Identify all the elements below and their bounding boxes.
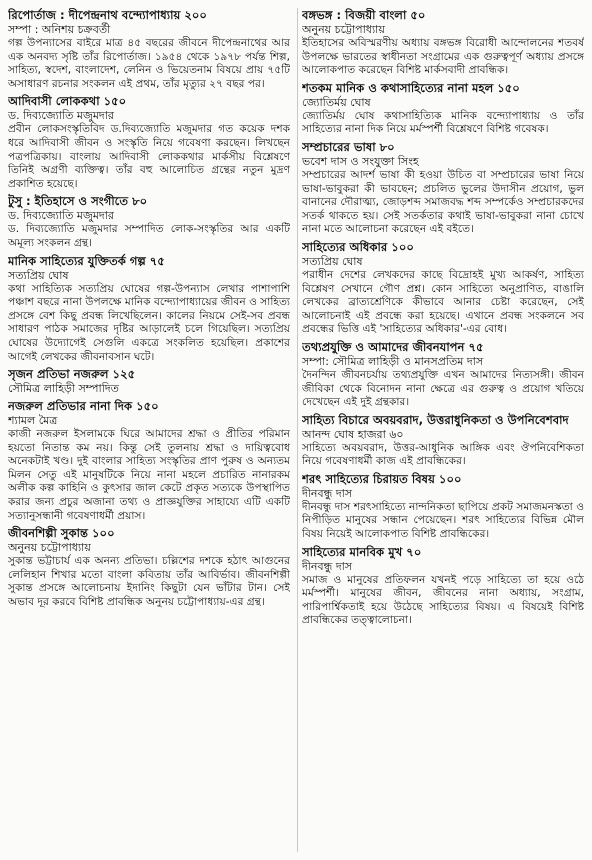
book-description: সমাজ ও মানুষের প্রতিফলন যখনই পড়ে সাহিত্যে তা হয়ে ওঠে মর্মস্পর্শী। মানুষের জীবন, জীবনের নানা অধ্যায়, সংগ্রাম, পারিপার্শ্বিকতাই হয়ে উঠেছে সাহিত্যের বিষয়। এ বিষয়েই বিশিষ্ট প্রাবন্ধিকের তত্ত্বালোচনা।: [302, 573, 584, 627]
book-author: অনুনয় চট্টোপাধ্যায়: [302, 23, 385, 36]
right-column: [302, 8, 584, 854]
book-title: সাহিত্য বিচারে অবয়বরাদ, উত্তরাধুনিকতা ও উপনিবেশবাদ: [302, 412, 569, 427]
book-description: ড. দিব্যজ্যোতি মজুমদার সম্পাদিত লোক-সংস্কৃতির আর একটি অমূল্য সংকলন গ্রন্থ।: [8, 223, 290, 249]
book-entry: [302, 140, 584, 237]
book-entry: [302, 413, 584, 469]
book-title: সৃজন প্রতিভা নজরুল ১২৫: [8, 367, 136, 382]
book-description: কথা সাহিত্যিক সত্যপ্রিয় ঘোষের গল্প-উপন্যাস লেখার পাশাপাশি পঞ্চাশ বছরে নানা উপলক্ষে মানিক বন্দ্যোপাধ্যায়ের জীবন ও সাহিত্য প্রসঙ্গে বেশ কিছু প্রবন্ধ লিখেছিলেন। কালের নিয়মে সেই-সব প্রবন্ধ সাধারণ পাঠক সমাজের দৃষ্টির আড়ালেই চলে গিয়েছিল। সত্যপ্রিয় ঘোষের উদ্যোগেই সেগুলি একত্রে সংকলিত হয়েছিল। প্রকাশের আগেই লেখকের জীবনাবসান ঘটে।: [8, 282, 290, 363]
book-description: গল্প উপন্যাসের বাইরে মাত্র ৪৫ বছরের জীবনে দীপেন্দ্রনাথের আর এক অনবদ্য সৃষ্টি তাঁর রিপোর্তাজ। ১৯৫৪ থেকে ১৯৭৮ পর্যন্ত শিল্প, সাহিত্য, স্বদেশ, বাংলাদেশ, লেনিন ও ভিয়েতনাম বিষয়ে প্রায় ৭৫টি অসাধারণ রচনার সংকলন এই প্রথম, তাঁর মৃত্যুর ২৭ বছর পর।: [8, 37, 290, 90]
book-title: বঙ্গভঙ্গ : বিজয়ী বাংলা ৫০: [302, 8, 426, 22]
book-entry: [302, 8, 584, 78]
book-entry: [8, 399, 290, 523]
book-title: আদিবাসী লোককথা ১৫০: [8, 94, 127, 109]
book-entry: [302, 340, 584, 410]
book-title: নজরুল প্রতিভার নানা দিক ১৫০: [8, 399, 159, 414]
book-entry: [8, 254, 290, 365]
book-author: দীনবন্ধু দাস: [302, 559, 353, 573]
book-title: শরৎ সাহিত্যের চিরায়ত বিষয় ১০০: [302, 471, 462, 486]
book-description: সম্প্রচারের আদর্শ ভাষা কী হওয়া উচিত বা সম্প্রচারের ভাষা নিয়ে ভাষা-ভাবুকরা কী ভাবছেন; প্রচলিত ভুলের উদাসীন প্রয়োগ, ভুল বানানের দৌরাত্ম্য, জোড়শব্দ সমাজবদ্ধ শব্দ সম্পর্কেও সম্প্রচারকদের সতর্ক থাকতে হয়। সেই সতর্কতার কথাই ভাষা-ভাবুকরা নানা চোখে নানা মতে আলোচনা করেছেন এই বইতে।: [302, 168, 584, 236]
book-description: ইতিহাসের অবিস্মরণীয় অধ্যায় বঙ্গভঙ্গ বিরোধী আন্দোলনের শতবর্ষ উপলক্ষে ভারতের স্বাধীনতা সংগ্রামের এক গুরুত্বপূর্ণ অধ্যায় প্রসঙ্গে আলোকপাত করেছেন বিশিষ্ট মার্কসবাদী প্রাবন্ধিক।: [302, 37, 584, 77]
book-author: আনন্দ ঘোষ হাজরা ৬০: [302, 427, 404, 441]
book-entry: [8, 94, 290, 191]
book-entry: [8, 194, 290, 250]
book-author: সত্যপ্রিয় ঘোষ: [8, 268, 69, 282]
book-title: রিপোর্তাজ : দীপেন্দ্রনাথ বন্দ্যোপাধ্যায় ২০০: [8, 8, 207, 22]
book-entry: [8, 367, 290, 396]
book-author: ড. দিব্যজ্যোতি মজুমদার: [8, 209, 114, 223]
book-title: সাহিত্যের মানবিক মুখ ৭০: [302, 544, 422, 559]
book-entry: [302, 81, 584, 137]
book-author: জ্যোতির্ময় ঘোষ: [302, 95, 371, 109]
book-title: মানিক সাহিত্যের যুক্তিতর্ক গল্প ৭৫: [8, 253, 165, 268]
book-author: ড. দিব্যজ্যোতি মজুমদার: [8, 109, 114, 123]
book-description: কাজী নজরুল ইসলামকে ঘিরে আমাদের শ্রদ্ধা ও প্রীতির পরিমান হয়তো নিতান্ত কম নয়। কিন্তু সেই তুলনায় শ্রদ্ধা ও দায়িত্ববোধ অনেকটাই খণ্ড। দুই বাংলার সাহিত্য সংস্কৃতির প্রাণ পুরুষ ও অন্যতম মিলন সেতু এই মানুষটিকে নিয়ে নানা মহলে প্রচারিত নানারকম অলীক কল্প কাহিনি ও কুৎসার জাল কেটে প্রকৃত সত্যকে উপস্থাপিত করার জন্য প্রচুর অজানা তথ্য ও প্রাজ্ঞযুক্তির সাহায্যে এটি একটি সত্যানুসন্ধানী গবেষণাধর্মী প্রয়াস।: [8, 428, 290, 522]
book-author: সম্পা: সৌমিত্র লাহিড়ী ও মানসপ্রতিম দাস: [302, 354, 484, 368]
book-entry: [8, 526, 290, 609]
book-description: দৈনন্দিন জীবনচর্যায় তথ্যপ্রযুক্তি এখন আমাদের নিত্যসঙ্গী। জীবন জীবিকা থেকে বিনোদন নানা ক্ষেত্রে এর গুরুত্ব ও প্রয়োগ খতিয়ে দেখেছেন এই দুই গ্রন্থকার।: [302, 368, 584, 409]
book-author: সম্পা : অনিশয় চক্রবর্তী: [8, 23, 111, 36]
book-description: সুকান্ত ভট্টাচার্য এক অনন্য প্রতিভা। চল্লিশের দশকে হঠাৎ আগুনের লেলিহান শিখার মতো বাংলা কবিতায় তাঁর আবির্ভাব। জীবনশিল্পী সুকান্ত প্রসঙ্গে আলোচনায় ইদানিং কিছুটা যেন ভাঁটার টান। সেই অভাব দূর করবে বিশিষ্ট প্রাবন্ধিক অনুনয় চট্টোপাধ্যায়-এর গ্রন্থ।: [8, 555, 290, 609]
book-author: অনুনয় চট্টোপাধ্যায়: [8, 541, 91, 555]
book-description: পরাধীন দেশের লেখকদের কাছে বিদ্রোহই মুখ্য আকর্ষণ, সাহিত্য বিশ্লেষণ সেখানে গৌণ প্রশ্ন। কোন সাহিত্যে অনুপ্রাণিত, বাঙালি লেখকের ব্রাত্যশ্রেণিকে কীভাবে আনার চেষ্টা করেছেন, সেই আলোচনাই এই প্রবন্ধে করা হয়েছে। এখানে প্রবন্ধ সংকলনে সব প্রবন্ধের ভিত্তি এই 'সাহিত্যের অধিকার'-এর বোধ।: [302, 268, 584, 336]
book-author: সত্যপ্রিয় ঘোষ: [302, 254, 363, 268]
book-description: সাহিত্যে অবয়বরাদ, উত্তর-আধুনিক আঙ্গিক এবং ঔপনিবেশিকতা নিয়ে গবেষণাধর্মী কাজ এই প্রাবন্ধিকের।: [302, 441, 584, 468]
book-author: দীনবন্ধু দাস: [302, 486, 353, 500]
column-divider: [297, 8, 298, 852]
book-author: ভবেশ দাস ও সংযুক্তা সিংহ: [302, 154, 419, 168]
book-description: দীনবন্ধু দাস শরৎসাহিত্যে নান্দনিকতা ছাপিয়ে প্রকট সমাজমনস্কতা ও নিপীড়িত মানুষের সন্ধান পেয়েছেন। শরৎ সাহিত্যের বিভিন্ন মৌল বিষয় নিয়েই আলোকপাত বিশিষ্ট প্রাবন্ধিকের।: [302, 500, 584, 541]
book-title: টুসু : ইতিহাসে ও সংগীতে ৮০: [8, 194, 148, 209]
book-entry: [8, 8, 290, 91]
book-author: সৌমিত্র লাহিড়ী সম্পাদিত: [8, 382, 119, 396]
book-description: প্রবীন লোকসংস্কৃতিবিদ ড.দিব্যজ্যোতি মজুমদার গত কয়েক দশক ধরে আদিবাসী জীবন ও সংস্কৃতি নিয়ে গবেষণা করছেন। লিখছেন পত্রপত্রিকায়। বাংলায় আদিবাসী লোককথার মার্কসীয় বিশ্লেষণে তিনিই অগ্রণী ব্যক্তিত্ব। তাঁর বহু আলোচিত গ্রন্থের নতুন মুদ্রণ প্রকাশিত হয়েছে।: [8, 123, 290, 190]
book-author: শ্যামল মৈত্র: [8, 414, 58, 428]
book-title: সম্প্রচারের ভাষা ৮০: [302, 139, 395, 154]
book-title: শতকম মানিক ও কথাসাহিত্যের নানা মহল ১৫০: [302, 80, 520, 95]
left-column: [8, 8, 290, 854]
book-entry: [302, 545, 584, 628]
book-entry: [302, 240, 584, 337]
book-entry: [302, 472, 584, 542]
book-title: তথ্যপ্রযুক্তি ও আমাদের জীবনযাপন ৭৫: [302, 339, 484, 354]
book-description: জ্যোতির্ময় ঘোষ কথাসাহিত্যিক মানিক বন্দ্যোপাধ্যায় ও তাঁর সাহিত্যের নানা দিক নিয়ে মর্মস্পর্শী বিশ্লেষণে বিশিষ্ট গবেষক।: [302, 109, 584, 136]
book-title: জীবনশিল্পী সুকান্ত ১০০: [8, 526, 115, 541]
book-title: সাহিত্যের অধিকার ১০০: [302, 239, 414, 254]
